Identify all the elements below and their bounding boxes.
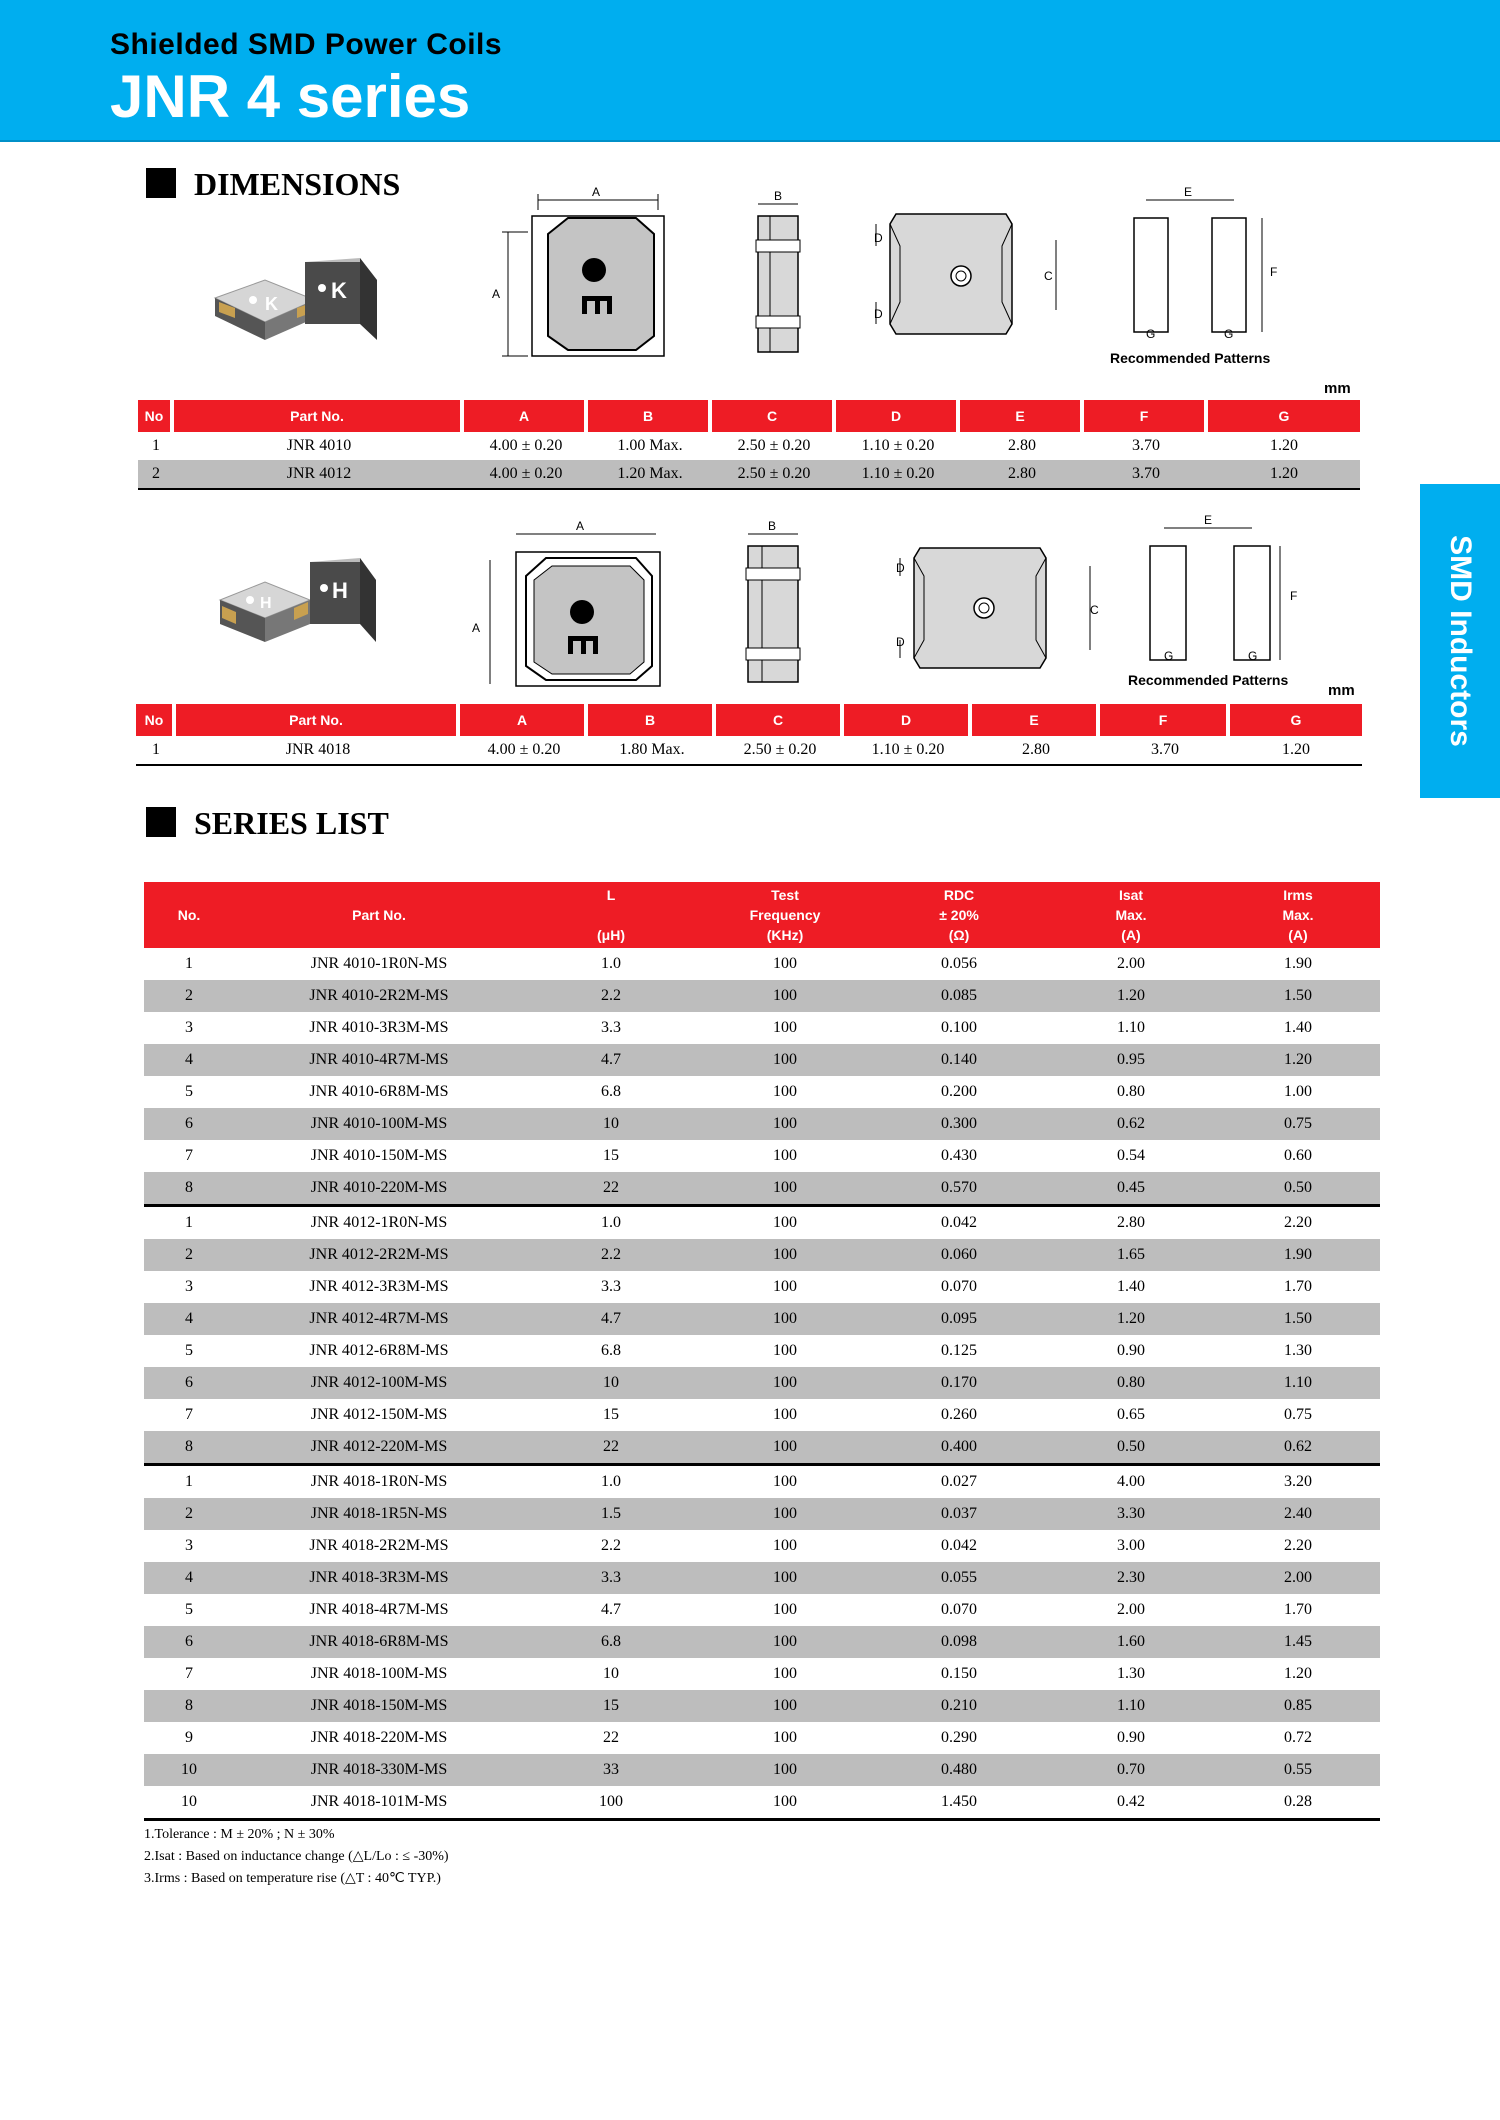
marking-h-label: H: [260, 595, 272, 612]
svg-text:C: C: [1090, 603, 1099, 617]
col-header-l: L (μH): [524, 882, 698, 948]
svg-text:A: A: [592, 186, 601, 199]
table-row: 1 JNR 4018 4.00 ± 0.20 1.80 Max. 2.50 ± 0.20 1.10 ± 0.20 2.80 3.70 1.20: [152, 741, 1310, 758]
svg-text:A: A: [576, 520, 585, 533]
svg-text:E: E: [1204, 514, 1213, 527]
col-header-part-no: Part No.: [234, 882, 524, 948]
series-list-table: [144, 882, 1380, 1821]
side-tab-label: SMD Inductors: [1444, 535, 1477, 747]
table-row: 3 JNR 4012-3R3M-MS 3.3 100 0.070 1.40 1.70: [185, 1278, 1312, 1295]
svg-text:A: A: [472, 621, 481, 635]
recommended-pattern-drawing-4018: [1140, 514, 1310, 674]
svg-text:C: C: [1044, 269, 1053, 283]
col-header: Part No.: [174, 400, 464, 432]
col-header: G: [1230, 704, 1362, 736]
col-header: B: [588, 704, 716, 736]
table-row: 2 JNR 4012 4.00 ± 0.20 1.20 Max. 2.50 ± 0.20 1.10 ± 0.20 2.80 3.70 1.20: [138, 460, 1360, 488]
svg-text:D: D: [874, 231, 883, 245]
side-view-drawing-4018: [738, 520, 808, 690]
marking-k-label: K: [265, 294, 278, 314]
col-header: F: [1100, 704, 1230, 736]
col-header: No: [136, 704, 176, 736]
col-header: D: [836, 400, 960, 432]
col-header: G: [1208, 400, 1360, 432]
table-row: 9 JNR 4018-220M-MS 22 100 0.290 0.90 0.72: [185, 1729, 1312, 1746]
series-list-heading: SERIES LIST: [146, 805, 389, 842]
unit-label-1: mm: [1324, 380, 1351, 397]
table-row: 5 JNR 4012-6R8M-MS 6.8 100 0.125 0.90 1.30: [185, 1342, 1312, 1359]
col-header: Part No.: [176, 704, 460, 736]
series-table-header: [144, 882, 1380, 948]
header-title: JNR 4 series: [110, 63, 471, 130]
col-header-test-frequency: Test Frequency (KHz): [698, 882, 872, 948]
front-view-drawing-4018: [890, 540, 1110, 680]
col-header: No: [138, 400, 174, 432]
col-header: B: [588, 400, 712, 432]
svg-text:G: G: [1224, 327, 1234, 341]
dimensions-heading: DIMENSIONS: [146, 166, 400, 203]
col-header-rdc: RDC ± 20% (Ω): [872, 882, 1046, 948]
col-header: E: [960, 400, 1084, 432]
table-row: 10 JNR 4018-330M-MS 33 100 0.480 0.70 0.55: [144, 1754, 1380, 1786]
table-row: 3 JNR 4010-3R3M-MS 3.3 100 0.100 1.10 1.40: [185, 1019, 1312, 1036]
svg-text:E: E: [1184, 186, 1193, 199]
unit-label-2: mm: [1328, 682, 1355, 699]
col-header: A: [460, 704, 588, 736]
header-banner: [0, 0, 1500, 142]
svg-text:B: B: [768, 520, 777, 533]
dimensions-table-1: [138, 400, 1360, 490]
front-view-drawing-4010: [866, 206, 1066, 346]
col-header: C: [716, 704, 844, 736]
table-row: 5 JNR 4010-6R8M-MS 6.8 100 0.200 0.80 1.00: [185, 1083, 1312, 1100]
table-row: 8 JNR 4012-220M-MS 22 100 0.400 0.50 0.62: [144, 1431, 1380, 1466]
footnote: 2.Isat : Based on inductance change (△L/Lo : ≤ -30%): [144, 1849, 449, 1864]
table-row: 5 JNR 4018-4R7M-MS 4.7 100 0.070 2.00 1.70: [185, 1601, 1312, 1618]
table-row: 6 JNR 4012-100M-MS 10 100 0.170 0.80 1.10: [144, 1367, 1380, 1399]
table-row: 2 JNR 4012-2R2M-MS 2.2 100 0.060 1.65 1.90: [144, 1239, 1380, 1271]
footnote: 3.Irms : Based on temperature rise (△T : 40℃ TYP.): [144, 1871, 441, 1886]
col-header: F: [1084, 400, 1208, 432]
heading-square-icon: [146, 807, 176, 837]
table-row: 1 JNR 4012-1R0N-MS 1.0 100 0.042 2.80 2.20: [185, 1214, 1312, 1231]
table-row: 4 JNR 4012-4R7M-MS 4.7 100 0.095 1.20 1.50: [144, 1303, 1380, 1335]
dimensions-table-1-header: [138, 400, 1360, 432]
recommended-pattern-drawing-4010: [1124, 186, 1294, 344]
table-row: 6 JNR 4010-100M-MS 10 100 0.300 0.62 0.75: [144, 1108, 1380, 1140]
table-row: 1 JNR 4010 4.00 ± 0.20 1.00 Max. 2.50 ± 0.20 1.10 ± 0.20 2.80 3.70 1.20: [152, 437, 1298, 454]
dimensions-table-2-header: [136, 704, 1362, 736]
svg-text:A: A: [492, 287, 501, 301]
col-header-irms: Irms Max. (A): [1216, 882, 1380, 948]
product-photo-4010: [205, 248, 390, 353]
table-row: 2 JNR 4018-1R5N-MS 1.5 100 0.037 3.30 2.40: [144, 1498, 1380, 1530]
table-row: 8 JNR 4018-150M-MS 15 100 0.210 1.10 0.85: [144, 1690, 1380, 1722]
table-row: 8 JNR 4010-220M-MS 22 100 0.570 0.45 0.50: [144, 1172, 1380, 1207]
product-photo-4018: [210, 550, 390, 655]
marking-h-label-2: H: [332, 578, 348, 603]
svg-text:D: D: [874, 307, 883, 321]
recommended-patterns-label-1: Recommended Patterns: [1110, 350, 1271, 366]
col-header-no: No.: [144, 882, 234, 948]
col-header: D: [844, 704, 972, 736]
svg-text:G: G: [1248, 649, 1258, 663]
header-subtitle: Shielded SMD Power Coils: [110, 28, 503, 61]
svg-text:D: D: [896, 561, 905, 575]
svg-text:F: F: [1270, 265, 1278, 279]
col-header: C: [712, 400, 836, 432]
svg-text:G: G: [1146, 327, 1156, 341]
col-header: E: [972, 704, 1100, 736]
heading-square-icon: [146, 168, 176, 198]
footnotes: [144, 1824, 449, 1890]
table-row: 4 JNR 4018-3R3M-MS 3.3 100 0.055 2.30 2.00: [144, 1562, 1380, 1594]
svg-text:F: F: [1290, 589, 1298, 603]
col-header: A: [464, 400, 588, 432]
svg-text:G: G: [1164, 649, 1174, 663]
svg-text:D: D: [896, 635, 905, 649]
side-tab: [1420, 484, 1500, 798]
top-view-drawing-4018: [466, 520, 666, 690]
marking-k-label-2: K: [331, 278, 347, 303]
table-row: 7 JNR 4012-150M-MS 15 100 0.260 0.65 0.75: [185, 1406, 1312, 1423]
table-row: 6 JNR 4018-6R8M-MS 6.8 100 0.098 1.60 1.45: [144, 1626, 1380, 1658]
table-row: 4 JNR 4010-4R7M-MS 4.7 100 0.140 0.95 1.20: [144, 1044, 1380, 1076]
svg-text:B: B: [774, 190, 783, 203]
table-row: 2 JNR 4010-2R2M-MS 2.2 100 0.085 1.20 1.50: [144, 980, 1380, 1012]
table-row: 3 JNR 4018-2R2M-MS 2.2 100 0.042 3.00 2.20: [185, 1537, 1312, 1554]
footnote: 1.Tolerance : M ± 20% ; N ± 30%: [144, 1827, 335, 1842]
table-row: 7 JNR 4018-100M-MS 10 100 0.150 1.30 1.20: [185, 1665, 1312, 1682]
recommended-patterns-label-2: Recommended Patterns: [1128, 672, 1289, 688]
table-row: 10 JNR 4018-101M-MS 100 100 1.450 0.42 0.28: [144, 1786, 1380, 1821]
top-view-drawing-4010: [488, 186, 668, 361]
dimensions-table-2: [136, 704, 1362, 766]
side-view-drawing-4010: [748, 190, 808, 360]
table-row: 7 JNR 4010-150M-MS 15 100 0.430 0.54 0.60: [185, 1147, 1312, 1164]
col-header-isat: Isat Max. (A): [1046, 882, 1216, 948]
table-row: 1 JNR 4018-1R0N-MS 1.0 100 0.027 4.00 3.20: [185, 1473, 1312, 1490]
table-row: 1 JNR 4010-1R0N-MS 1.0 100 0.056 2.00 1.90: [185, 955, 1312, 972]
